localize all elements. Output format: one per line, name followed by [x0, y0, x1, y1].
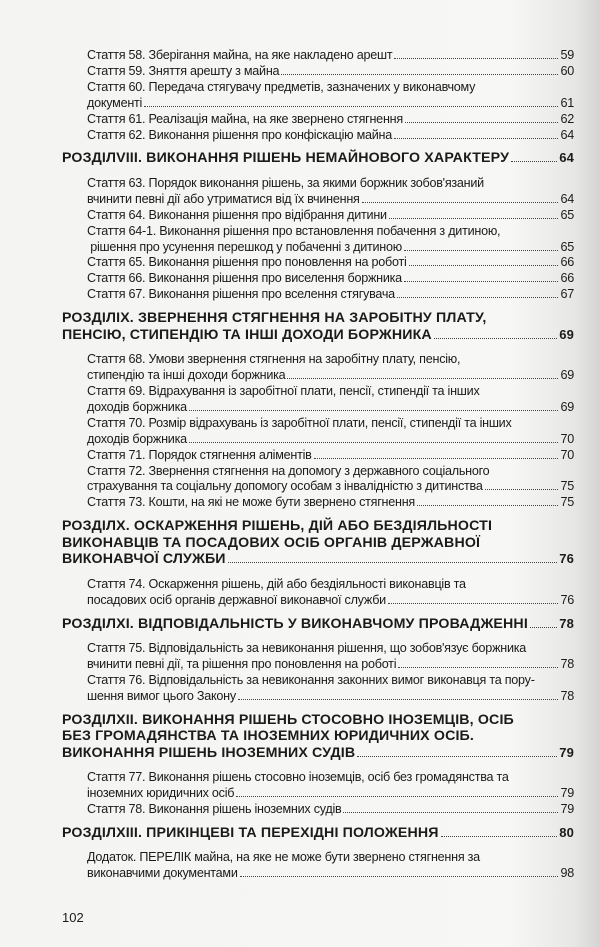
dot-leader: [530, 627, 557, 628]
entry-title-text: Стаття 63. Порядок виконання рішень, за якими боржник зобов'язаний: [87, 175, 484, 190]
entry-title-text: Стаття 72. Звернення стягнення на допомогу з державного соціального: [87, 463, 490, 478]
toc-article-entry[interactable]: [62, 176, 574, 208]
entry-title-text: Стаття 64-1. Виконання рішення про встановлення побачення з дитиною,: [87, 223, 501, 238]
toc-line: [87, 850, 574, 866]
entry-page-number: 70: [560, 431, 574, 446]
toc-article-entry[interactable]: [62, 416, 574, 448]
entry-page-number: 59: [560, 48, 574, 62]
toc-line: [62, 535, 574, 552]
entry-title-text: доходів боржника: [87, 431, 187, 446]
toc-line: [87, 192, 574, 208]
toc-line: [87, 352, 574, 368]
toc-line: [87, 448, 574, 464]
entry-title-text: РОЗДІЛХІІ. ВИКОНАННЯ РІШЕНЬ СТОСОВНО ІНОЗЕМЦІВ, ОСІБ: [62, 711, 514, 728]
toc-line: [62, 825, 574, 842]
entry-title-text: вчинити певні дії, та рішення про поновлення на роботі: [87, 656, 397, 671]
entry-title-text: виконавчими документами: [87, 866, 238, 881]
entry-page-number: 79: [560, 786, 574, 801]
toc-line: [87, 255, 574, 271]
entry-title-text: доходів боржника: [87, 399, 187, 414]
entry-page-number: 79: [560, 802, 574, 816]
toc-line: [87, 657, 574, 673]
toc-article-entry[interactable]: [62, 80, 574, 112]
dot-leader: [397, 297, 559, 298]
toc-line: [87, 593, 574, 609]
entry-page-number: 61: [560, 95, 574, 110]
dot-leader: [343, 812, 558, 813]
dot-leader: [404, 250, 559, 251]
toc-line: [62, 150, 574, 167]
entry-title-text: ВИКОНАВЧОЇ СЛУЖБИ: [62, 551, 226, 568]
toc-article-entry[interactable]: [62, 48, 574, 64]
toc-article-entry[interactable]: [62, 208, 574, 224]
dot-leader: [362, 202, 559, 203]
dot-leader: [144, 106, 558, 107]
dot-leader: [357, 756, 557, 757]
toc-line: [87, 770, 574, 786]
toc-line: [62, 712, 574, 729]
toc-line: [87, 384, 574, 400]
toc-line: [87, 416, 574, 432]
toc-line: [87, 641, 574, 657]
entry-page-number: 75: [560, 495, 574, 510]
toc-section-entry[interactable]: [62, 150, 574, 167]
table-of-contents: [62, 48, 574, 882]
entry-page-number: 65: [560, 207, 574, 222]
entry-title-text: Стаття 75. Відповідальність за невиконання рішення, що зобов'язує боржника: [87, 641, 527, 656]
entry-title-text: іноземних юридичних осіб: [87, 786, 235, 801]
toc-line: [62, 518, 574, 535]
entry-title-text: Стаття 61. Реалізація майна, на яке звернено стягнення: [87, 111, 403, 126]
entry-page-number: 64: [559, 150, 574, 166]
toc-line: [87, 80, 574, 96]
toc-article-entry[interactable]: [62, 287, 574, 303]
toc-line: [87, 432, 574, 448]
entry-title-text: Стаття 59. Зняття арешту з майна: [87, 63, 280, 78]
entry-page-number: 65: [560, 239, 574, 254]
dot-leader: [189, 442, 559, 443]
toc-line: [62, 745, 574, 762]
entry-title-text: Стаття 58. Зберігання майна, на яке накладено арешт: [87, 48, 393, 62]
entry-page-number: 64: [560, 191, 574, 206]
toc-line: [62, 728, 574, 745]
entry-title-text: РОЗДІЛІХ. ЗВЕРНЕННЯ СТЯГНЕННЯ НА ЗАРОБІТНУ ПЛАТУ,: [62, 310, 487, 327]
toc-line: [87, 464, 574, 480]
dot-leader: [388, 603, 559, 604]
dot-leader: [189, 410, 559, 411]
entry-title-text: Стаття 76. Відповідальність за невиконання законних вимог виконавця та пору-: [87, 672, 535, 687]
toc-article-entry[interactable]: [62, 802, 574, 818]
entry-title-text: Стаття 64. Виконання рішення про відібрання дитини: [87, 207, 387, 222]
entry-title-text: РОЗДІЛХІ. ВІДПОВІДАЛЬНІСТЬ У ВИКОНАВЧОМУ ПРОВАДЖЕННІ: [62, 615, 528, 632]
toc-article-entry[interactable]: [62, 464, 574, 496]
dot-leader: [409, 265, 559, 266]
entry-page-number: 78: [560, 688, 574, 703]
entry-title-text: стипендію та інші доходи боржника: [87, 368, 286, 383]
entry-page-number: 98: [560, 866, 574, 881]
toc-article-entry[interactable]: [62, 271, 574, 287]
toc-line: [87, 64, 574, 80]
toc-article-entry[interactable]: [62, 850, 574, 882]
dot-leader: [511, 161, 557, 162]
entry-page-number: 78: [560, 656, 574, 671]
dot-leader: [238, 699, 559, 700]
dot-leader: [485, 489, 559, 490]
entry-title-text: Стаття 66. Виконання рішення про виселення боржника: [87, 271, 402, 286]
entry-page-number: 78: [559, 615, 574, 631]
toc-section-entry[interactable]: [62, 310, 574, 343]
entry-page-number: 75: [560, 479, 574, 494]
entry-page-number: 80: [559, 824, 574, 840]
toc-article-entry[interactable]: [62, 448, 574, 464]
toc-line: [87, 802, 574, 818]
toc-article-entry[interactable]: [62, 641, 574, 673]
entry-title-text: Додаток. ПЕРЕЛІК майна, на яке не може бути звернено стягнення за: [87, 850, 480, 865]
toc-line: [62, 551, 574, 568]
toc-article-entry[interactable]: [62, 64, 574, 80]
toc-line: [87, 224, 574, 240]
entry-title-text: посадових осіб органів державної виконавчої служби: [87, 592, 386, 607]
entry-page-number: 62: [560, 111, 574, 126]
dot-leader: [404, 281, 559, 282]
entry-title-text: рішення про усунення перешкод у побаченні з дитиною: [87, 239, 402, 254]
dot-leader: [287, 378, 558, 379]
entry-title-text: Стаття 74. Оскарження рішень, дій або бездіяльності виконавців та: [87, 576, 466, 591]
dot-leader: [228, 562, 558, 563]
toc-line: [87, 689, 574, 705]
toc-line: [87, 48, 574, 64]
entry-page-number: 69: [559, 326, 574, 342]
toc-line: [62, 616, 574, 633]
entry-title-text: Стаття 78. Виконання рішень іноземних судів: [87, 802, 342, 816]
entry-title-text: РОЗДІЛХІІІ. ПРИКІНЦЕВІ ТА ПЕРЕХІДНІ ПОЛОЖЕННЯ: [62, 824, 439, 841]
entry-page-number: 60: [560, 63, 574, 78]
toc-line: [62, 310, 574, 327]
entry-title-text: ПЕНСІЮ, СТИПЕНДІЮ ТА ІНШІ ДОХОДИ БОРЖНИКА: [62, 326, 432, 343]
toc-article-entry[interactable]: [62, 224, 574, 256]
toc-article-entry[interactable]: [62, 495, 574, 511]
entry-title-text: Стаття 71. Порядок стягнення аліментів: [87, 447, 312, 462]
dot-leader: [314, 458, 559, 459]
toc-article-entry[interactable]: [62, 352, 574, 384]
entry-page-number: 70: [560, 447, 574, 462]
entry-title-text: шення вимог цього Закону: [87, 688, 236, 703]
entry-title-text: РОЗДІЛVIII. ВИКОНАННЯ РІШЕНЬ НЕМАЙНОВОГО ХАРАКТЕРУ: [62, 150, 510, 167]
toc-section-entry[interactable]: [62, 712, 574, 762]
entry-page-number: 66: [560, 255, 574, 270]
entry-page-number: 76: [560, 592, 574, 607]
entry-title-text: БЕЗ ГРОМАДЯНСТВА ТА ІНОЗЕМНИХ ЮРИДИЧНИХ ОСІБ.: [62, 728, 474, 745]
dot-leader: [240, 876, 559, 877]
entry-page-number: 67: [560, 287, 574, 302]
toc-line: [87, 96, 574, 112]
toc-line: [87, 128, 574, 144]
toc-line: [87, 577, 574, 593]
toc-article-entry[interactable]: [62, 112, 574, 128]
toc-article-entry[interactable]: [62, 128, 574, 144]
toc-section-entry[interactable]: [62, 825, 574, 842]
dot-leader: [417, 505, 558, 506]
dot-leader: [236, 796, 558, 797]
toc-line: [87, 673, 574, 689]
entry-title-text: документі: [87, 95, 143, 110]
toc-line: [87, 479, 574, 495]
entry-title-text: Стаття 70. Розмір відрахувань із заробітної плати, пенсії, стипендії та інших: [87, 415, 512, 430]
entry-page-number: 69: [560, 399, 574, 414]
entry-title-text: РОЗДІЛХ. ОСКАРЖЕННЯ РІШЕНЬ, ДІЙ АБО БЕЗДІЯЛЬНОСТІ: [62, 518, 493, 535]
entry-title-text: ВИКОНАННЯ РІШЕНЬ ІНОЗЕМНИХ СУДІВ: [62, 744, 356, 761]
toc-line: [87, 176, 574, 192]
entry-title-text: Стаття 67. Виконання рішення про вселення стягувача: [87, 287, 395, 302]
toc-line: [87, 287, 574, 303]
toc-line: [87, 271, 574, 287]
toc-article-entry[interactable]: [62, 673, 574, 705]
toc-article-entry[interactable]: [62, 770, 574, 802]
entry-title-text: ВИКОНАВЦІВ ТА ПОСАДОВИХ ОСІБ ОРГАНІВ ДЕРЖАВНОЇ: [62, 534, 481, 551]
dot-leader: [398, 667, 558, 668]
dot-leader: [434, 338, 557, 339]
entry-title-text: Стаття 73. Кошти, на які не може бути звернено стягнення: [87, 495, 415, 510]
toc-article-entry[interactable]: [62, 384, 574, 416]
dot-leader: [405, 122, 559, 123]
toc-section-entry[interactable]: [62, 518, 574, 568]
entry-page-number: 66: [560, 271, 574, 286]
toc-article-entry[interactable]: [62, 577, 574, 609]
dot-leader: [441, 836, 558, 837]
toc-line: [87, 240, 574, 256]
entry-title-text: Стаття 69. Відрахування із заробітної плати, пенсії, стипендії та інших: [87, 384, 480, 398]
toc-line: [87, 866, 574, 882]
entry-page-number: 76: [559, 551, 574, 567]
toc-line: [87, 786, 574, 802]
toc-section-entry[interactable]: [62, 616, 574, 633]
entry-page-number: 64: [560, 127, 574, 142]
entry-title-text: вчинити певні дії або утриматися від їх вчинення: [87, 191, 360, 206]
entry-title-text: страхування та соціальну допомогу особам з інвалідністю з дитинства: [87, 479, 483, 494]
dot-leader: [281, 74, 558, 75]
dot-leader: [394, 58, 558, 59]
toc-line: [87, 368, 574, 384]
entry-title-text: Стаття 60. Передача стягувачу предметів, зазначених у виконавчому: [87, 79, 476, 94]
toc-line: [87, 400, 574, 416]
entry-page-number: 69: [560, 368, 574, 383]
toc-line: [87, 112, 574, 128]
entry-title-text: Стаття 77. Виконання рішень стосовно іноземців, осіб без громадянства та: [87, 770, 509, 785]
toc-line: [87, 208, 574, 224]
entry-page-number: 79: [559, 744, 574, 760]
entry-title-text: Стаття 65. Виконання рішення про поновлення на роботі: [87, 255, 407, 270]
dot-leader: [394, 138, 558, 139]
toc-article-entry[interactable]: [62, 255, 574, 271]
page-number: 102: [62, 910, 84, 925]
dot-leader: [389, 218, 559, 219]
toc-line: [62, 327, 574, 344]
entry-title-text: Стаття 62. Виконання рішення про конфіскацію майна: [87, 127, 393, 142]
toc-line: [87, 495, 574, 511]
entry-title-text: Стаття 68. Умови звернення стягнення на заробітну плату, пенсію,: [87, 352, 461, 367]
